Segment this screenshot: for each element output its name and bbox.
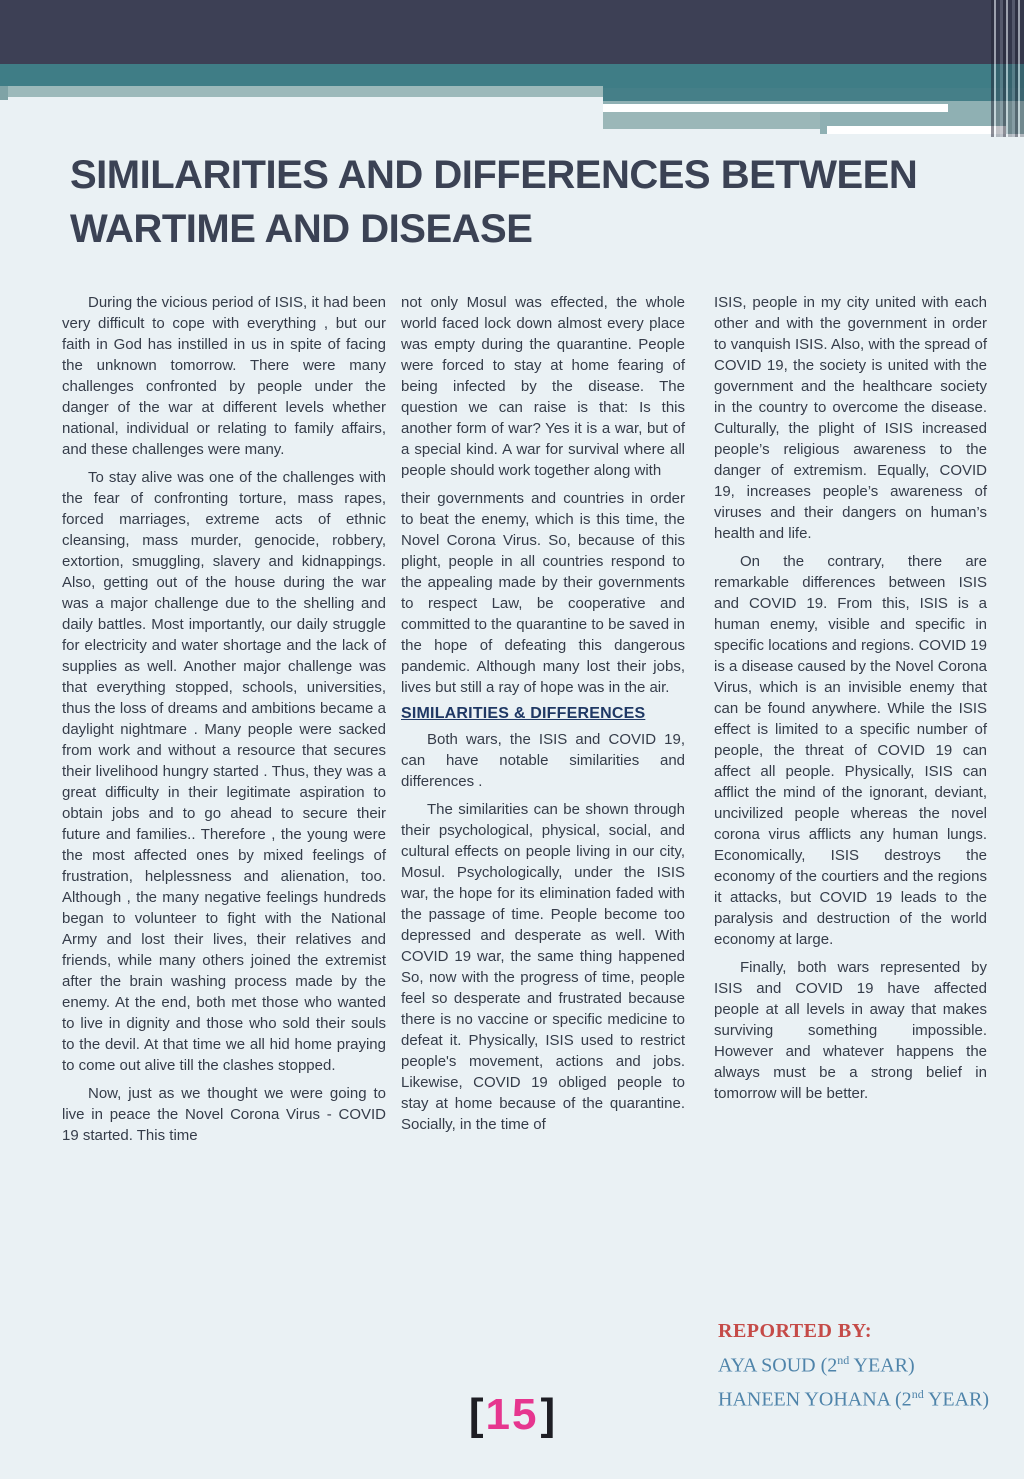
header-teal-notch bbox=[0, 86, 8, 100]
page-number-open-bracket: [ bbox=[468, 1390, 484, 1439]
paragraph-similarities: The similarities can be shown through their psychological, physical, social, and cultural effects on people living in our city, Mosul. Psychologically, under the ISIS war, the hope for its elimination faded with the passage of time. People become too depressed and desperate as well. With COVID 19 war, the same thing happened So, now with the progress of time, people feel so desperate and frustrated because there is no vaccine or specific medicine to defeat it. Physically, ISIS used to restrict people's movement, actions and jobs. Likewise, COVID 19 obliged people to stay at home because of the quarantine. Socially, in the time of bbox=[401, 801, 685, 1133]
article-columns bbox=[62, 292, 987, 1153]
page-number bbox=[0, 1390, 1024, 1440]
article-column-3 bbox=[714, 292, 987, 1153]
paragraph-covid-started: Now, just as we thought we were going to live in peace the Novel Corona Virus - COVID 19 started. This time bbox=[62, 1085, 386, 1144]
reported-by-label: REPORTED BY: bbox=[718, 1320, 873, 1342]
paragraph-conclusion: Finally, both wars represented by ISIS and COVID 19 have affected people at all levels in away that makes surviving something impossible. However and whatever happens the always must be a strong belief in tomorrow will be better. bbox=[714, 959, 987, 1102]
paragraph-isis-period: During the vicious period of ISIS, it had been very difficult to cope with everything , but our faith in God has instilled in us in spite of facing the unknown tomorrow. There were many challenges confronted by people under the danger of the war at different levels whether national, individual or relating to family affairs, and these challenges were many. bbox=[62, 294, 386, 458]
reporter-name-1-ordinal: nd bbox=[837, 1353, 850, 1367]
header-teal-bar bbox=[0, 64, 1024, 88]
reporter-name-1-suffix: YEAR) bbox=[849, 1354, 915, 1377]
paragraph-both-wars: Both wars, the ISIS and COVID 19, can have notable similarities and differences . bbox=[401, 731, 685, 790]
header-sage-stripe-2 bbox=[603, 112, 820, 129]
header-white-stripe-2 bbox=[827, 126, 1006, 134]
paragraph-differences: On the contrary, there are remarkable differences between ISIS and COVID 19. From this, ISIS is a human enemy, visible and specific in specific locations and regions. COVID 19 is a disease caused by the Novel Corona Virus, which is an invisible enemy that can be found anywhere. While the ISIS effect is limited to a specific number of people, the threat of COVID 19 can affect all people. Physically, ISIS can afflict the mind of the ignorant, deviant, uncivilized people whereas the novel corona virus afflicts any human lungs. Economically, ISIS destroys the economy of the courtiers and the regions it attacks, but COVID 19 leads to the paralysis and destruction of the world economy at large. bbox=[714, 553, 987, 948]
paragraph-governments: their governments and countries in order to beat the enemy, which is this time, the Novel Corona Virus. So, because of this plight, people in all countries respond to the appealing made by their governments to respect Law, be cooperative and committed to the quarantine to be saved in the hope of defeating this dangerous pandemic. Although many lost their jobs, lives but still a ray of hope was in the air. bbox=[401, 490, 685, 696]
paragraph-city-united: ISIS, people in my city united with each other and with the government in order to vanquish ISIS. Also, with the spread of COVID 19, the society is united with the government and the healthcare society in the country to overcome the disease. Culturally, the plight of ISIS increased people’s religious awareness to the danger of extremism. Equally, COVID 19, increases people’s awareness of viruses and their dangers on human’s health and life. bbox=[714, 294, 987, 542]
reporter-name-1 bbox=[718, 1346, 989, 1380]
paragraph-lockdown: not only Mosul was effected, the whole world faced lock down almost every place was empty during the quarantine. People were forced to stay at home fearing of being infected by the disease. The question we can raise is that: Is this another form of war? Yes it is a war, but of a special kind. A war for survival where all people should work together along with bbox=[401, 294, 685, 479]
reporter-name-2-ordinal: nd bbox=[911, 1386, 924, 1401]
page-number-close-bracket: ] bbox=[540, 1390, 556, 1439]
article-column-2 bbox=[401, 292, 685, 1153]
header-sage-stripe-left bbox=[8, 86, 603, 97]
paragraph-stay-alive: To stay alive was one of the challenges with the fear of confronting torture, mass rapes, forced marriages, extreme acts of ethnic cleansing, mass murder, genocide, robbery, extortion, smuggling, slavery and kidnappings. Also, getting out of the house during the war was a major challenge due to the shelling and daily battles. Most importantly, our daily struggle for electricity and water shortage and the lack of supplies as well. Another major challenge was that everything stopped, schools, universities, thus the loss of dreams and ambitions became a daylight nightmare . Many people were sacked from work and without a resource that secures their livelihood hungry started . Thus, they was a great difficulty in their legitimate aspiration to obtain jobs and to go ahead to secure their future and families.. Therefore , the young were the most affected ones by mixed feelings of frustration, helplessness and alienation, too. Although , the many negative feelings hundreds began to volunteer to fight with the National Army and lost their lives, their relatives and friends, while many others joined the extremist after the brain washing process made by the enemy. At the end, both met those who wanted to live in dignity and those who sold their souls to the devil. At that time we all hid home praying to come out alive till the clashes stopped. bbox=[62, 469, 386, 1074]
reporter-name-2-suffix: YEAR) bbox=[923, 1388, 990, 1411]
header-vertical-stripes bbox=[991, 0, 1024, 137]
header-navy-bar bbox=[0, 0, 1024, 64]
page-number-value: 15 bbox=[485, 1390, 539, 1439]
reporter-name-1-text: AYA SOUD (2 bbox=[718, 1354, 838, 1377]
header-white-stripe-1 bbox=[603, 104, 948, 112]
header-teal-extension-right bbox=[603, 88, 1024, 101]
page-title: SIMILARITIES AND DIFFERENCES BETWEEN WARTIME AND DISEASE bbox=[70, 153, 918, 251]
article-column-1 bbox=[62, 292, 386, 1153]
reporter-name-2-text: HANEEN YOHANA (2 bbox=[718, 1388, 912, 1411]
section-heading-similarities-differences: SIMILARITIES & DIFFERENCES bbox=[401, 705, 646, 722]
